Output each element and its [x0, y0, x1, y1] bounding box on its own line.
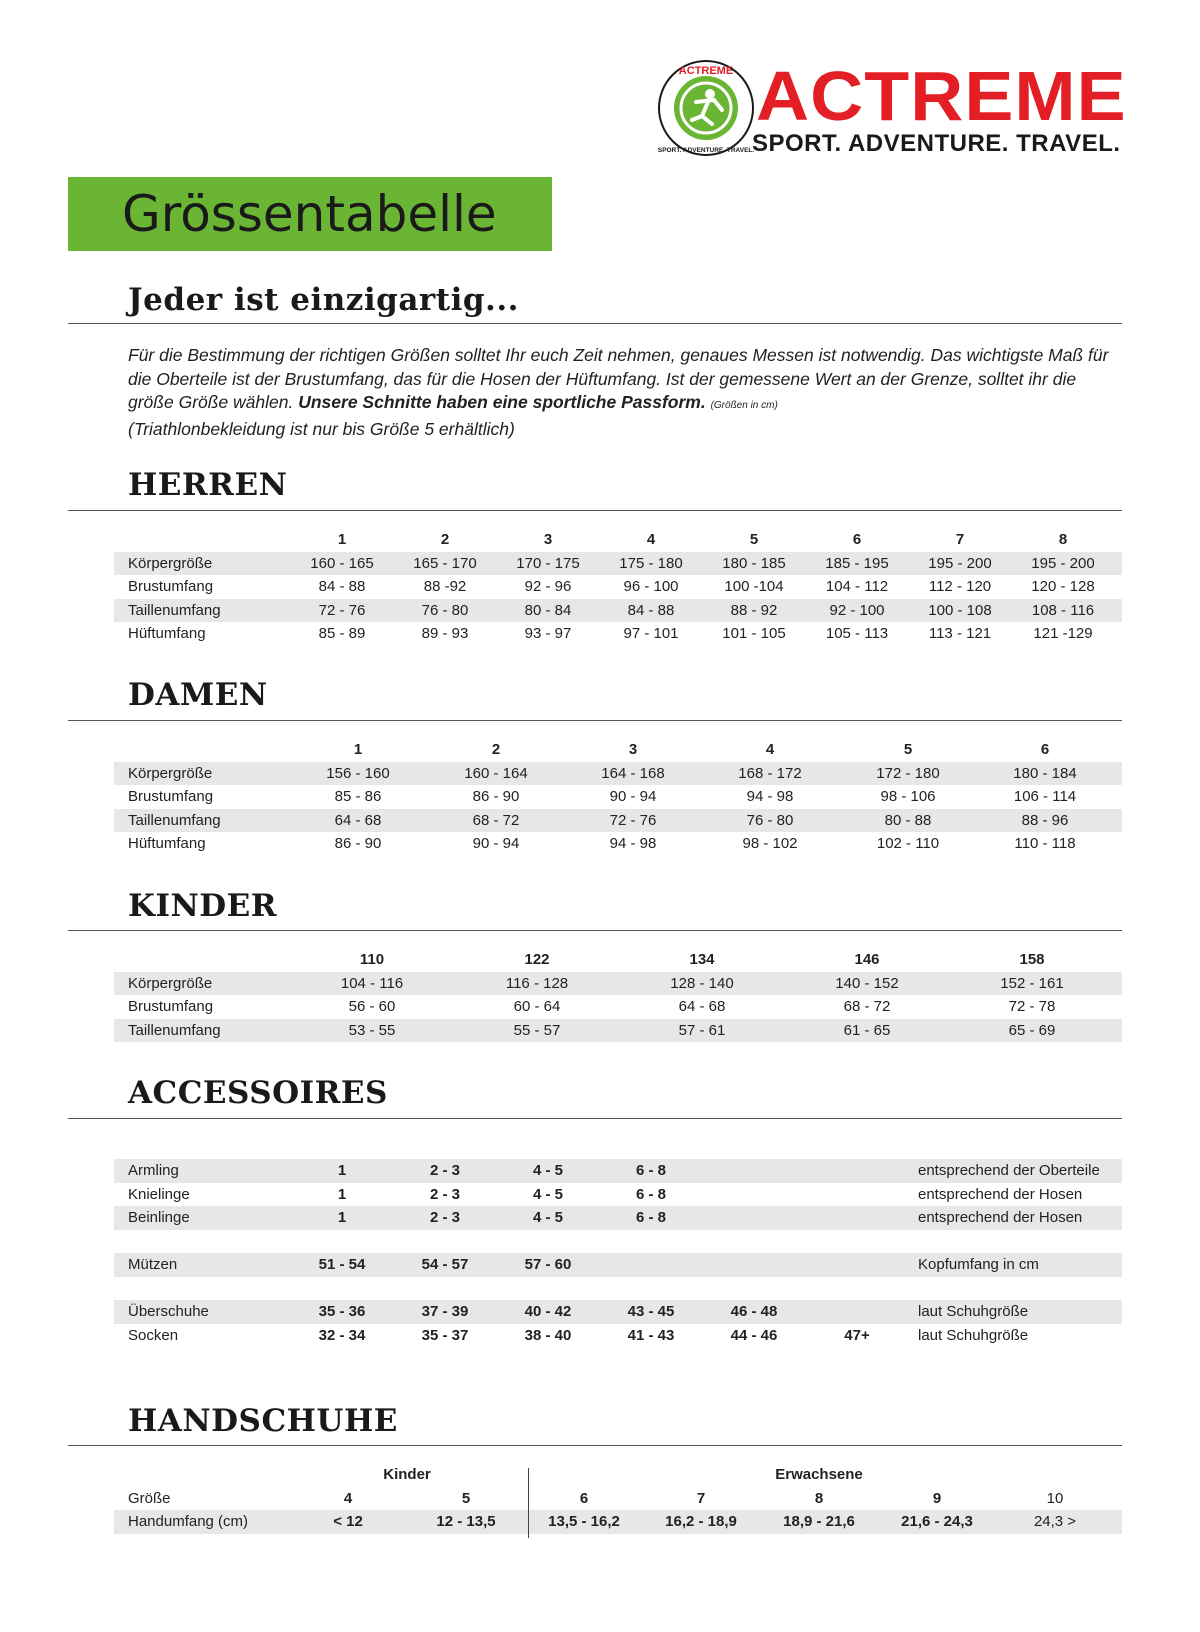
table-cell: 41 - 43: [627, 1326, 675, 1344]
table-cell: 2 - 3: [429, 1209, 461, 1226]
table-cell: 100 -104: [724, 578, 784, 595]
table-cell: 170 - 175: [516, 554, 580, 572]
intro-small: (Größen in cm): [710, 400, 778, 411]
row-label: Brustumfang: [128, 788, 214, 805]
table-cell: 76 - 80: [421, 601, 469, 619]
table-cell: 92 - 96: [524, 578, 572, 595]
size-row: [114, 1487, 1122, 1511]
size-cell: 8: [814, 1489, 824, 1507]
table-cell: 164 - 168: [601, 764, 665, 782]
table-cell: 76 - 80: [746, 811, 794, 829]
table-cell: 113 - 121: [928, 625, 992, 642]
table-cell: 85 - 86: [334, 788, 382, 805]
table-cell: 86 - 90: [472, 788, 520, 805]
table-cell: 44 - 46: [730, 1326, 778, 1344]
size-cell: 6: [579, 1489, 589, 1507]
table-cell: 116 - 128: [505, 974, 569, 992]
table-cell: 68 - 72: [843, 998, 891, 1015]
table-cell: 110 - 118: [1014, 835, 1076, 852]
table-cell: 61 - 65: [843, 1021, 891, 1039]
size-header-cell: 4: [646, 531, 656, 548]
table-cell: 35 - 36: [318, 1303, 366, 1320]
table-row: [114, 1183, 1122, 1207]
table-cell: 89 - 93: [421, 625, 469, 642]
kinder-table: [114, 948, 1122, 1042]
table-row: [114, 1253, 1122, 1277]
size-header-cell: 3: [628, 741, 638, 758]
actreme-badge-icon: [656, 58, 756, 158]
table-cell: 101 - 105: [722, 625, 786, 642]
table-row: [114, 832, 1122, 856]
table-cell: 172 - 180: [876, 764, 940, 782]
table-cell: 2 - 3: [429, 1162, 461, 1179]
table-cell: 68 - 72: [472, 811, 520, 829]
title-band: [68, 177, 552, 251]
table-cell: 16,2 - 18,9: [665, 1513, 737, 1530]
table-cell: 6 - 8: [635, 1209, 667, 1226]
size-header-cell: 6: [1040, 741, 1050, 758]
damen-rule: [68, 720, 1122, 721]
table-cell: 88 - 96: [1021, 811, 1069, 829]
table-cell: 4 - 5: [532, 1209, 564, 1226]
row-label: Taillenumfang: [128, 1021, 221, 1039]
table-cell: 102 - 110: [876, 835, 940, 852]
badge-ring-text: SPORT. ADVENTURE. TRAVEL.: [657, 147, 755, 154]
size-header-cell: 5: [903, 741, 913, 758]
handschuhe-heading: HANDSCHUHE: [128, 1403, 398, 1439]
table-cell: 24,3 >: [1033, 1513, 1077, 1530]
row-note: entsprechend der Hosen: [918, 1209, 1083, 1226]
table-cell: 46 - 48: [730, 1303, 778, 1320]
table-cell: 37 - 39: [421, 1303, 469, 1320]
size-header-cell: 158: [1019, 951, 1045, 968]
table-cell: 94 - 98: [746, 788, 794, 805]
table-row: [114, 1206, 1122, 1230]
table-cell: 57 - 60: [524, 1256, 572, 1273]
size-cell: 9: [932, 1489, 942, 1507]
table-row: [114, 599, 1122, 623]
table-cell: 4 - 5: [532, 1185, 564, 1203]
table-cell: 2 - 3: [429, 1185, 461, 1203]
table-cell: 4 - 5: [532, 1162, 564, 1179]
group-erwachsene: Erwachsene: [775, 1466, 863, 1483]
handschuhe-divider: [528, 1468, 529, 1538]
accessoires-table: [114, 1159, 1122, 1347]
table-cell: 72 - 76: [318, 601, 366, 619]
size-cell: 5: [461, 1489, 471, 1507]
table-cell: 128 - 140: [670, 974, 734, 992]
size-header-row: [114, 948, 1122, 972]
size-header-cell: 2: [440, 531, 450, 548]
intro-rule: [68, 323, 1122, 324]
table-cell: 51 - 54: [318, 1256, 366, 1273]
accessoires-heading: ACCESSOIRES: [128, 1075, 388, 1111]
table-cell: 1: [337, 1162, 347, 1179]
table-cell: 88 -92: [423, 578, 467, 595]
kinder-rule: [68, 930, 1122, 931]
intro-note: (Triathlonbekleidung ist nur bis Größe 5 erhältlich): [128, 418, 515, 439]
row-label: Größe: [128, 1489, 171, 1507]
table-cell: 40 - 42: [524, 1303, 572, 1320]
table-cell: 108 - 116: [1031, 601, 1095, 619]
size-header-cell: 2: [491, 741, 501, 758]
row-label: Körpergröße: [128, 554, 213, 572]
table-cell: 160 - 165: [310, 554, 374, 572]
table-cell: 180 - 184: [1013, 764, 1077, 782]
table-cell: 1: [337, 1185, 347, 1203]
table-cell: 106 - 114: [1013, 788, 1077, 805]
intro-bold: Unsere Schnitte haben eine sportliche Passform.: [298, 392, 706, 412]
table-cell: 156 - 160: [326, 764, 390, 782]
table-cell: 105 - 113: [825, 625, 889, 642]
table-row: [114, 785, 1122, 809]
table-cell: 121 -129: [1033, 625, 1093, 642]
table-cell: 92 - 100: [829, 601, 885, 619]
table-cell: 21,6 - 24,3: [901, 1513, 973, 1530]
table-row: [114, 995, 1122, 1019]
table-cell: 18,9 - 21,6: [783, 1513, 855, 1530]
table-cell: 64 - 68: [334, 811, 382, 829]
table-cell: 43 - 45: [627, 1303, 675, 1320]
spacer-row: [114, 1230, 1122, 1254]
size-header-cell: 7: [955, 531, 965, 548]
table-cell: 96 - 100: [623, 578, 679, 595]
brand-logo: [656, 57, 1127, 158]
table-cell: 112 - 120: [928, 578, 992, 595]
table-cell: 152 - 161: [1000, 974, 1064, 992]
damen-heading: DAMEN: [128, 677, 268, 713]
row-label: Brustumfang: [128, 998, 214, 1015]
table-cell: 64 - 68: [678, 998, 726, 1015]
herren-table: [114, 528, 1122, 646]
table-cell: 185 - 195: [825, 554, 889, 572]
row-note: Kopfumfang in cm: [918, 1256, 1039, 1273]
size-header-row: [114, 528, 1122, 552]
table-cell: 80 - 88: [884, 811, 932, 829]
accessoires-rule: [68, 1118, 1122, 1119]
intro-body: Für die Bestimmung der richtigen Größen solltet Ihr euch Zeit nehmen, genaues Messen ist notwendig. Das wichtigste Maß für die Oberteile ist der Brustumfang, das für die Hosen der Hüftumfang. Ist der gemessene Wert an der Grenze, solltet ihr die größe Größe wählen.: [128, 345, 1109, 412]
table-cell: 195 - 200: [1031, 554, 1095, 572]
herren-heading: HERREN: [128, 467, 288, 503]
damen-table: [114, 738, 1122, 856]
row-label: Brustumfang: [128, 578, 214, 595]
table-cell: 180 - 185: [722, 554, 786, 572]
table-cell: 97 - 101: [623, 625, 679, 642]
table-row: [114, 622, 1122, 646]
kinder-heading: KINDER: [128, 888, 278, 924]
brand-wordmark: ACTREME: [756, 57, 1127, 135]
size-header-cell: 5: [749, 531, 759, 548]
table-cell: 35 - 37: [421, 1326, 469, 1344]
table-cell: 98 - 106: [880, 788, 936, 805]
row-label: Hüftumfang: [128, 835, 206, 852]
size-header-row: [114, 738, 1122, 762]
row-label: Handumfang (cm): [128, 1513, 249, 1530]
row-label: Taillenumfang: [128, 811, 221, 829]
row-note: entsprechend der Oberteile: [918, 1162, 1100, 1179]
table-cell: 53 - 55: [348, 1021, 396, 1039]
table-row: [114, 762, 1122, 786]
table-row: [114, 809, 1122, 833]
page-title: Grössentabelle: [122, 185, 497, 243]
row-label: Mützen: [128, 1256, 178, 1273]
table-cell: 88 - 92: [730, 601, 778, 619]
spacer-row: [114, 1277, 1122, 1301]
table-cell: 98 - 102: [742, 835, 798, 852]
table-cell: 6 - 8: [635, 1162, 667, 1179]
table-row: [114, 575, 1122, 599]
table-cell: 120 - 128: [1031, 578, 1095, 595]
table-cell: 55 - 57: [513, 1021, 561, 1039]
table-cell: 60 - 64: [513, 998, 561, 1015]
table-cell: 1: [337, 1209, 347, 1226]
row-label: Socken: [128, 1326, 179, 1344]
table-cell: 90 - 94: [609, 788, 657, 805]
table-cell: 160 - 164: [464, 764, 528, 782]
table-cell: 72 - 76: [609, 811, 657, 829]
brand-tagline: SPORT. ADVENTURE. TRAVEL.: [752, 130, 1121, 157]
size-header-cell: 134: [689, 951, 715, 968]
table-cell: 65 - 69: [1008, 1021, 1056, 1039]
table-cell: 13,5 - 16,2: [548, 1513, 620, 1530]
table-cell: 47+: [844, 1326, 870, 1344]
size-header-cell: 110: [359, 951, 385, 968]
row-note: entsprechend der Hosen: [918, 1185, 1083, 1203]
table-cell: 56 - 60: [348, 998, 396, 1015]
size-header-cell: 6: [852, 531, 862, 548]
table-row: [114, 552, 1122, 576]
size-header-cell: 1: [337, 531, 347, 548]
table-cell: 168 - 172: [738, 764, 802, 782]
table-cell: 84 - 88: [318, 578, 366, 595]
size-header-cell: 146: [854, 951, 880, 968]
table-cell: 12 - 13,5: [436, 1513, 496, 1530]
size-header-cell: 1: [353, 741, 363, 758]
size-header-cell: 3: [543, 531, 553, 548]
row-label: Knielinge: [128, 1185, 190, 1203]
handschuhe-rule: [68, 1445, 1122, 1446]
group-header-row: [114, 1463, 1122, 1487]
row-label: Körpergröße: [128, 764, 213, 782]
intro-heading: Jeder ist einzigartig...: [128, 282, 519, 318]
table-row: [114, 1324, 1122, 1348]
table-cell: 84 - 88: [627, 601, 675, 619]
table-cell: 94 - 98: [609, 835, 657, 852]
table-cell: 57 - 61: [678, 1021, 726, 1039]
row-label: Überschuhe: [128, 1303, 209, 1320]
row-note: laut Schuhgröße: [918, 1303, 1029, 1320]
intro-text: [128, 344, 1118, 441]
size-cell: 4: [343, 1489, 353, 1507]
table-cell: 100 - 108: [928, 601, 992, 619]
table-row: [114, 1159, 1122, 1183]
row-note: laut Schuhgröße: [918, 1326, 1029, 1344]
table-cell: 72 - 78: [1008, 998, 1056, 1015]
table-cell: 140 - 152: [835, 974, 899, 992]
group-kinder: Kinder: [383, 1466, 431, 1483]
table-row: [114, 972, 1122, 996]
table-cell: 54 - 57: [421, 1256, 469, 1273]
size-header-cell: 8: [1058, 531, 1068, 548]
table-cell: 93 - 97: [524, 625, 572, 642]
table-cell: 195 - 200: [928, 554, 992, 572]
table-cell: 38 - 40: [524, 1326, 572, 1344]
table-cell: 32 - 34: [318, 1326, 366, 1344]
herren-rule: [68, 510, 1122, 511]
table-row: [114, 1300, 1122, 1324]
table-row: [114, 1019, 1122, 1043]
table-cell: 85 - 89: [318, 625, 366, 642]
table-cell: 80 - 84: [524, 601, 572, 619]
badge-top-text: ACTREME: [678, 65, 734, 77]
row-label: Körpergröße: [128, 974, 213, 992]
size-cell: 10: [1046, 1489, 1064, 1507]
table-row: [114, 1510, 1122, 1534]
table-cell: 104 - 112: [825, 578, 889, 595]
table-cell: 6 - 8: [635, 1185, 667, 1203]
table-cell: 165 - 170: [413, 554, 477, 572]
table-cell: 86 - 90: [334, 835, 382, 852]
row-label: Hüftumfang: [128, 625, 206, 642]
row-label: Armling: [128, 1162, 179, 1179]
size-header-cell: 4: [765, 741, 775, 758]
table-cell: 104 - 116: [340, 974, 404, 992]
size-header-cell: 122: [524, 951, 550, 968]
table-cell: 175 - 180: [619, 554, 683, 572]
table-cell: < 12: [333, 1513, 363, 1530]
size-cell: 7: [696, 1489, 706, 1507]
row-label: Beinlinge: [128, 1209, 190, 1226]
handschuhe-table: [114, 1463, 1122, 1534]
table-cell: 90 - 94: [472, 835, 520, 852]
row-label: Taillenumfang: [128, 601, 221, 619]
